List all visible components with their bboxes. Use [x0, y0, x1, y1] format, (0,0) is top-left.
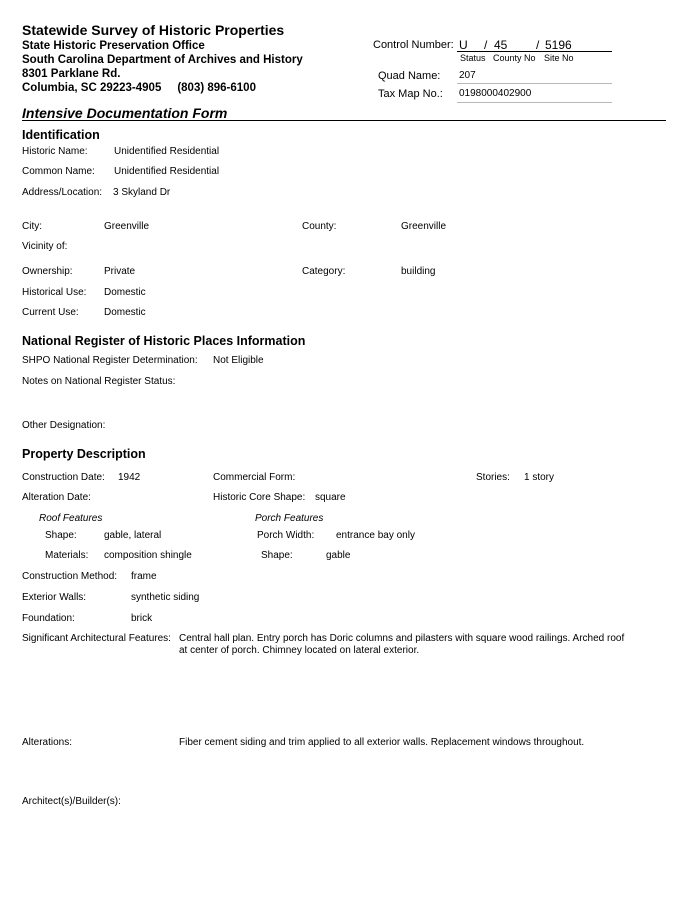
category-label: Category: [302, 266, 346, 277]
exterior-walls-label: Exterior Walls: [22, 592, 87, 603]
porch-width-value: entrance bay only [336, 530, 415, 541]
materials-value: composition shingle [104, 550, 192, 561]
control-status: U [459, 38, 468, 52]
city-label: City: [22, 221, 42, 232]
tax-map-value: 0198000402900 [459, 88, 532, 99]
identification-heading: Identification [22, 128, 100, 142]
tax-map-underline [457, 102, 612, 103]
foundation-label: Foundation: [22, 613, 75, 624]
significant-features-value: Central hall plan. Entry porch has Doric columns and pilasters with square wood railings. Arched roof at center of porch. Chimney located on lateral exterior. [179, 633, 625, 656]
city-value: Greenville [104, 221, 150, 232]
site-no-caption: Site No [544, 53, 574, 63]
construction-date-label: Construction Date: [22, 472, 105, 483]
construction-method-value: frame [131, 571, 157, 582]
form-title: Intensive Documentation Form [22, 105, 228, 121]
stories-value: 1 story [524, 472, 555, 483]
commercial-form-label: Commercial Form: [213, 472, 296, 483]
alteration-date-label: Alteration Date: [22, 492, 91, 503]
status-caption: Status [460, 53, 486, 63]
category-value: building [401, 266, 436, 277]
address-label: Address/Location: [22, 187, 103, 198]
county-no-caption: County No [493, 53, 536, 63]
materials-label: Materials: [45, 550, 89, 561]
porch-shape-value: gable [326, 550, 351, 561]
construction-method-label: Construction Method: [22, 571, 118, 582]
common-name-label: Common Name: [22, 166, 95, 177]
core-shape-value: square [315, 492, 346, 503]
control-sep-2: / [536, 38, 540, 52]
nr-determination-value: Not Eligible [213, 355, 264, 366]
roof-shape-value: gable, lateral [104, 530, 162, 541]
control-county-no: 45 [494, 38, 508, 52]
department-name: South Carolina Department of Archives and History [22, 54, 303, 66]
core-shape-label: Historic Core Shape: [213, 492, 306, 503]
ownership-label: Ownership: [22, 266, 73, 277]
ownership-value: Private [104, 266, 136, 277]
stories-label: Stories: [476, 472, 510, 483]
roof-shape-label: Shape: [45, 530, 77, 541]
control-number-label: Control Number: [373, 39, 454, 51]
alterations-label: Alterations: [22, 737, 73, 748]
porch-width-label: Porch Width: [257, 530, 315, 541]
tax-map-label: Tax Map No.: [378, 88, 443, 100]
porch-shape-label: Shape: [261, 550, 293, 561]
significant-features-label: Significant Architectural Features: [22, 633, 171, 644]
historic-name-label: Historic Name: [22, 146, 88, 157]
control-sep-1: / [484, 38, 488, 52]
current-use-value: Domestic [104, 307, 146, 318]
national-register-heading: National Register of Historic Places Information [22, 334, 306, 348]
county-value: Greenville [401, 221, 447, 232]
porch-features-heading: Porch Features [255, 513, 324, 524]
survey-title: Statewide Survey of Historic Properties [22, 22, 285, 38]
foundation-value: brick [131, 613, 153, 624]
quad-name-underline [457, 83, 612, 84]
historical-use-label: Historical Use: [22, 287, 87, 298]
property-description-heading: Property Description [22, 447, 146, 461]
alterations-value: Fiber cement siding and trim applied to all exterior walls. Replacement windows throughout. [179, 737, 585, 748]
street-address: 8301 Parklane Rd. [22, 68, 121, 80]
other-designation-label: Other Designation: [22, 420, 106, 431]
current-use-label: Current Use: [22, 307, 79, 318]
quad-name-value: 207 [459, 70, 476, 81]
address-value: 3 Skyland Dr [113, 187, 171, 198]
historic-name-value: Unidentified Residential [114, 146, 220, 157]
control-number-underline [457, 51, 612, 52]
architects-label: Architect(s)/Builder(s): [22, 796, 121, 807]
vicinity-label: Vicinity of: [22, 241, 68, 252]
nr-notes-label: Notes on National Register Status: [22, 376, 176, 387]
construction-date-value: 1942 [118, 472, 141, 483]
exterior-walls-value: synthetic siding [131, 592, 200, 603]
city-zip-phone: Columbia, SC 29223-4905 (803) 896-6100 [22, 82, 256, 94]
quad-name-label: Quad Name: [378, 70, 441, 82]
roof-features-heading: Roof Features [39, 513, 103, 524]
historical-use-value: Domestic [104, 287, 146, 298]
nr-determination-label: SHPO National Register Determination: [22, 355, 198, 366]
form-title-rule [22, 120, 666, 121]
county-label: County: [302, 221, 337, 232]
control-site-no: 5196 [545, 38, 572, 52]
common-name-value: Unidentified Residential [114, 166, 220, 177]
office-name: State Historic Preservation Office [22, 40, 205, 52]
